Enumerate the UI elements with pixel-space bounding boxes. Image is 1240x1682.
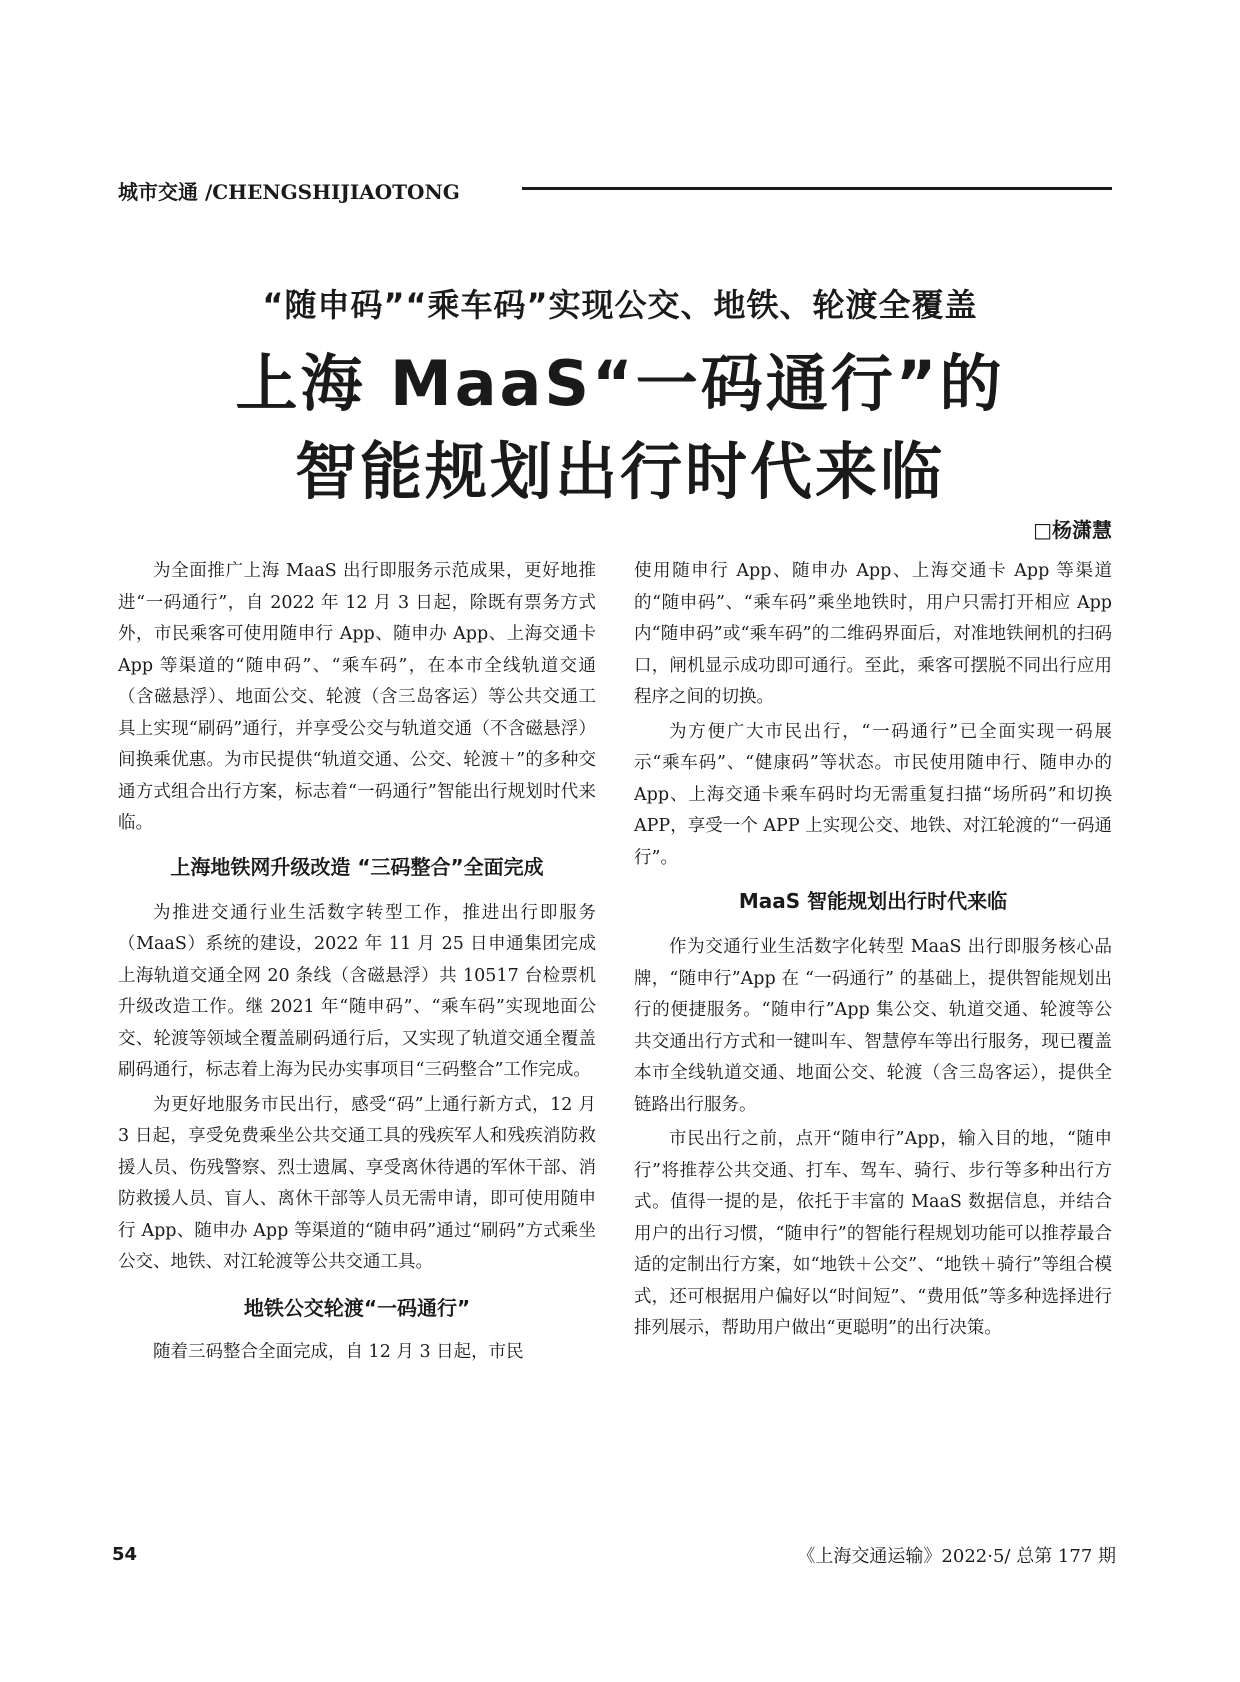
article-title-line-2: 智能规划出行时代来临 xyxy=(294,435,945,508)
journal-citation: 《上海交通运输》2022·5/ 总第 177 期 xyxy=(797,1546,1116,1567)
right-column xyxy=(634,556,1112,1345)
page-number: 54 xyxy=(112,1544,138,1565)
running-header xyxy=(118,176,1112,204)
paragraph: 使用随申行 App、随申办 App、上海交通卡 App 等渠道的“随申码”、“乘车码”乘坐地铁时，用户只需打开相应 App 内“随申码”或“乘车码”的二维码界面后，对准地铁闸机的扫码口，闸机显示成功即可通行。至此，乘客可摆脱不同出行应用程序之间的切换。 xyxy=(634,561,1112,707)
paragraph: 为方便广大市民出行，“一码通行”已全面实现一码展示“乘车码”、“健康码”等状态。市民使用随申行、随申办的 App、上海交通卡乘车码时均无需重复扫描“场所码”和切换 APP，享受一个 APP 上实现公交、地铁、对江轮渡的“一码通行”。 xyxy=(634,721,1112,868)
paragraph: 为全面推广上海 MaaS 出行即服务示范成果，更好地推进“一码通行”，自 2022 年 12 月 3 日起，除既有票务方式外，市民乘客可使用随申行 App、随申办 App、上海交通卡 App 等渠道的“随申码”、“乘车码”，在本市全线轨道交通（含磁悬浮）、地面公交、轮渡（含三岛客运）等公共交通工具上实现“刷码”通行，并享受公交与轨道交通（不含磁悬浮）间换乘优惠。为市民提供“轨道交通、公交、轮渡＋”的多种交通方式组合出行方案，标志着“一码通行”智能出行规划时代来临。 xyxy=(118,561,596,833)
paragraph: 为推进交通行业生活数字转型工作，推进出行即服务（MaaS）系统的建设，2022 年 11 月 25 日申通集团完成上海轨道交通全网 20 条线（含磁悬浮）共 10517 台检票机升级改造工作。继 2021 年“随申码”、“乘车码”实现地面公交、轮渡等领域全覆盖刷码通行后，又实现了轨道交通全覆盖刷码通行，标志着上海为民办实事项目“三码整合”工作完成。 xyxy=(118,902,596,1080)
section-tag: 城市交通 /CHENGSHIJIAOTONG xyxy=(118,180,460,204)
section-heading: MaaS 智能规划出行时代来临 xyxy=(738,889,1008,913)
paragraph: 市民出行之前，点开“随申行”App，输入目的地，“随申行”将推荐公共交通、打车、驾车、骑行、步行等多种出行方式。值得一提的是，依托于丰富的 MaaS 数据信息，并结合用户的出行习惯，“随申行”的智能行程规划功能可以推荐最合适的定制出行方案，如“地铁＋公交”、“地铁＋骑行”等组合模式，还可根据用户偏好以“时间短”、“费用低”等多种选择进行排列展示，帮助用户做出“更聪明”的出行决策。 xyxy=(634,1129,1112,1338)
paragraph: 作为交通行业生活数字化转型 MaaS 出行即服务核心品牌，“随申行”App 在 “一码通行” 的基础上，提供智能规划出行的便捷服务。“随申行”App 集公交、轨道交通、轮渡等公共交通出行方式和一键叫车、智慧停车等出行服务，现已覆盖本市全线轨道交通、地面公交、轮渡（含三岛客运），提供全链路出行服务。 xyxy=(634,937,1112,1115)
section-heading: 上海地铁网升级改造 “三码整合”全面完成 xyxy=(170,854,544,879)
author-byline: □杨潇慧 xyxy=(1033,518,1112,542)
left-column xyxy=(118,556,596,1368)
article-kicker: “随申码”“乘车码”实现公交、地铁、轮渡全覆盖 xyxy=(262,286,978,324)
section-heading: 地铁公交轮渡“一码通行” xyxy=(243,1295,471,1320)
header-rule xyxy=(522,187,1112,190)
paragraph: 随着三码整合全面完成，自 12 月 3 日起，市民 xyxy=(153,1341,524,1362)
paragraph: 为更好地服务市民出行，感受“码”上通行新方式，12 月 3 日起，享受免费乘坐公共交通工具的残疾军人和残疾消防救援人员、伤残警察、烈士遗属、享受离休待遇的军休干部、消防救援人员、盲人、离休干部等人员无需申请，即可使用随申行 App、随申办 App 等渠道的“随申码”通过“刷码”方式乘坐公交、地铁、对江轮渡等公共交通工具。 xyxy=(118,1094,596,1272)
article-title-line-1: 上海 MaaS“一码通行”的 xyxy=(235,347,1005,420)
